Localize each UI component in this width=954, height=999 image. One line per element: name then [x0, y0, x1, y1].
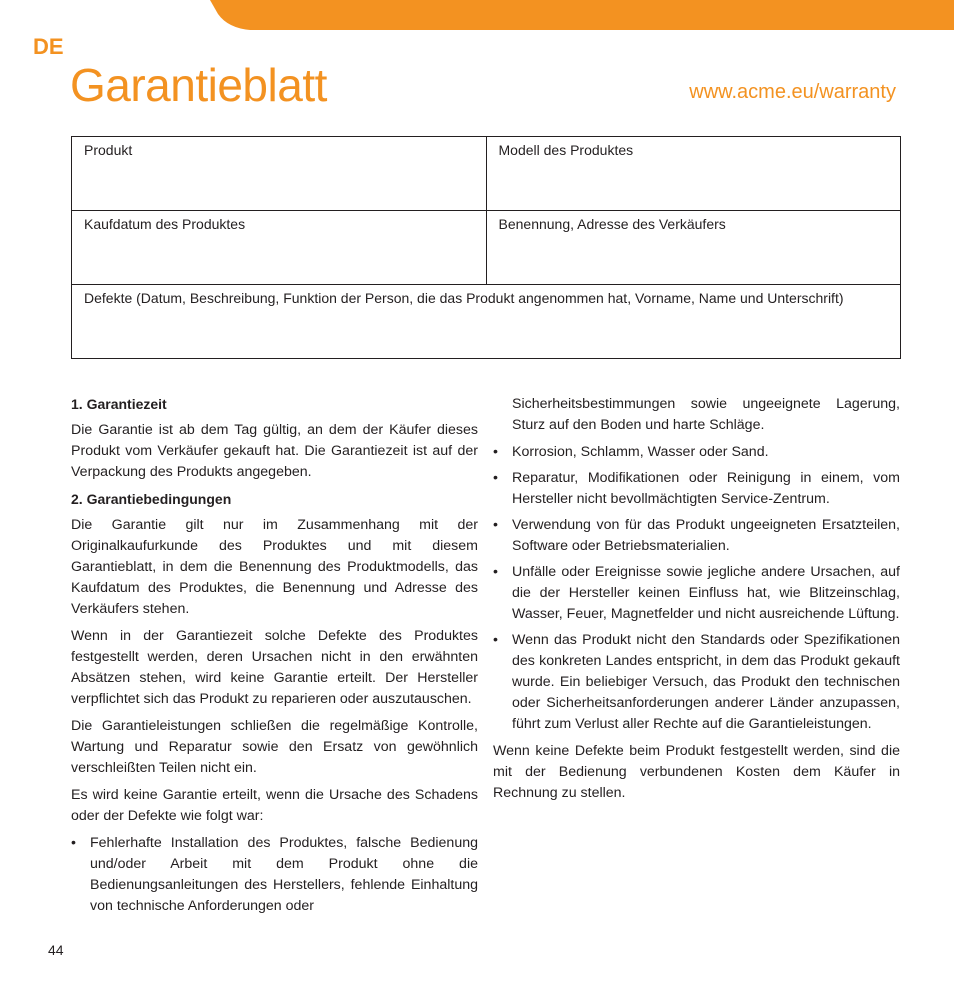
list-item	[71, 833, 478, 917]
purchase-date-field[interactable]: Kaufdatum des Produktes	[72, 211, 487, 285]
paragraph: Die Garantie ist ab dem Tag gültig, an dem der Käufer dieses Produkt vom Verkäufer gekauft hat. Die Garantiezeit ist auf der Verpackung des Produkts angegeben.	[71, 422, 478, 480]
list-item-text: Verwendung von für das Produkt ungeeigneten Ersatzteilen, Software oder Betriebsmaterialien.	[512, 517, 900, 554]
paragraph: Die Garantie gilt nur im Zusammenhang mit der Originalkaufurkunde des Produktes und mit diesem Garantieblatt, in dem die Benennung des Produktmodells, das Kaufdatum des Produktes, die Benennung und Adresse des Verkäufers stehen.	[71, 517, 478, 617]
warranty-form-table	[71, 136, 901, 359]
warranty-url-link[interactable]: www.acme.eu/warranty	[689, 81, 896, 103]
defects-field[interactable]: Defekte (Datum, Beschreibung, Funktion der Person, die das Produkt angenommen hat, Vorname, Name und Unterschrift)	[72, 285, 901, 359]
bullet-marker: •	[493, 564, 498, 580]
bullet-marker: •	[493, 444, 498, 460]
list-item-text: Korrosion, Schlamm, Wasser oder Sand.	[512, 444, 769, 460]
page-title: Garantieblatt	[70, 59, 327, 111]
list-item-text: Reparatur, Modifikationen oder Reinigung in einem, vom Hersteller nicht bevollmächtigten Service-Zentrum.	[512, 470, 900, 507]
section-heading-warranty-conditions: 2. Garantiebedingungen	[71, 491, 232, 507]
bullet-marker: •	[493, 470, 498, 486]
model-field[interactable]: Modell des Produktes	[486, 137, 901, 211]
seller-field[interactable]: Benennung, Adresse des Verkäufers	[486, 211, 901, 285]
bullet-marker: •	[493, 517, 498, 533]
list-item	[493, 515, 900, 557]
top-orange-bar	[0, 0, 954, 32]
right-column	[493, 394, 900, 810]
page-number: 44	[48, 942, 64, 958]
product-field[interactable]: Produkt	[72, 137, 487, 211]
bullet-marker: •	[71, 835, 76, 851]
closing-paragraph: Wenn keine Defekte beim Produkt festgestellt werden, sind die mit der Bedienung verbundenen Kosten dem Käufer in Rechnung zu stellen.	[493, 743, 900, 801]
paragraph: Es wird keine Garantie erteilt, wenn die Ursache des Schadens oder der Defekte wie folgt war:	[71, 787, 478, 824]
list-item-text: Unfälle oder Ereignisse sowie jegliche andere Ursachen, auf die der Hersteller keinen Einfluss hat, wie Blitzeinschlag, Wasser, Feuer, Magnetfelder und nicht ausreichende Lüftung.	[512, 564, 900, 622]
exclusion-list-continued	[493, 442, 900, 735]
paragraph: Die Garantieleistungen schließen die regelmäßige Kontrolle, Wartung und Reparatur sowie den Ersatz von gewöhnlich verschleißten Teilen nicht ein.	[71, 718, 478, 776]
list-item-text: Fehlerhafte Installation des Produktes, falsche Bedienung und/oder Arbeit mit dem Produkt ohne die Bedienungsanleitungen des Herstellers, fehlende Einhaltung von technische Anforderungen oder	[90, 835, 478, 914]
bullet-marker: •	[493, 632, 498, 648]
list-item-text: Wenn das Produkt nicht den Standards oder Spezifikationen des konkreten Landes entspricht, in dem das Produkt gekauft wurde. Ein beliebiger Versuch, das Produkt den technischen oder Sicherheitsanforderungen anderer Länder anzupassen, führt zum Verlust aller Rechte auf die Garantieleistungen.	[512, 632, 900, 732]
list-item	[493, 468, 900, 510]
section-heading-warranty-period: 1. Garantiezeit	[71, 396, 167, 412]
language-code: DE	[33, 34, 64, 59]
exclusion-list	[71, 833, 478, 917]
list-item	[493, 630, 900, 735]
left-column	[71, 394, 478, 923]
list-item	[493, 562, 900, 625]
list-item-continuation: Sicherheitsbestimmungen sowie ungeeignete Lagerung, Sturz auf den Boden und harte Schläge.	[512, 396, 900, 433]
list-item	[493, 442, 900, 463]
paragraph: Wenn in der Garantiezeit solche Defekte des Produktes festgestellt werden, deren Ursachen nicht in den erwähnten Absätzen stehen, wird keine Garantie erteilt. Der Hersteller verpflichtet sich das Produkt zu reparieren oder auszutauschen.	[71, 628, 478, 707]
